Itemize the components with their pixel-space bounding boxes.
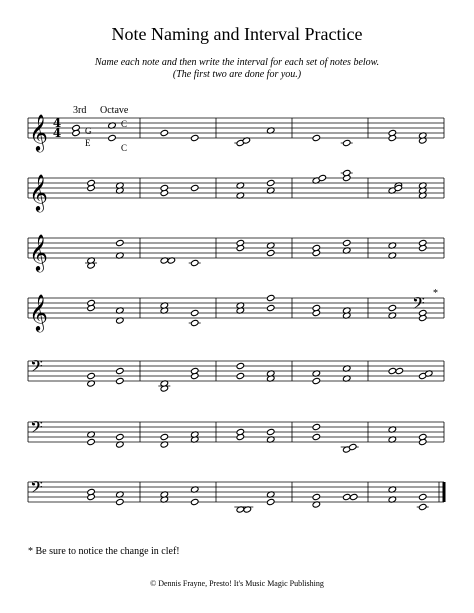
whole-note-head — [388, 304, 396, 311]
whole-note-head — [190, 184, 198, 191]
clef-change-asterisk: * — [433, 288, 438, 299]
treble-clef-icon: 𝄞 — [29, 113, 48, 151]
whole-note-head — [190, 134, 198, 141]
whole-note-head — [349, 493, 357, 500]
whole-note-head — [116, 367, 124, 374]
instructions-line-2: (The first two are done for you.) — [172, 69, 302, 80]
whole-note-head — [312, 423, 320, 430]
whole-note-head — [108, 134, 116, 141]
page-title: Note Naming and Interval Practice — [111, 24, 363, 44]
whole-note-head — [266, 428, 274, 435]
whole-note-head — [266, 304, 274, 311]
whole-note-head — [266, 498, 274, 505]
whole-note-head — [87, 438, 95, 445]
staff-system — [28, 356, 444, 392]
whole-note-head — [318, 174, 326, 181]
whole-note-head — [116, 377, 124, 384]
whole-note-head — [160, 433, 168, 440]
whole-note-head — [266, 179, 274, 186]
whole-note-head — [236, 372, 244, 379]
time-signature-top: 4 — [52, 116, 62, 130]
whole-note-head — [312, 493, 320, 500]
whole-note-head — [87, 372, 95, 379]
copyright: © Dennis Frayne, Presto! It's Music Magic Publishing — [150, 579, 324, 588]
whole-note-head — [266, 294, 274, 301]
clef-change-bass-icon: 𝄢 — [412, 293, 425, 317]
bass-clef-icon: 𝄢 — [30, 356, 43, 380]
whole-note-head — [312, 134, 320, 141]
treble-clef-icon: 𝄞 — [29, 173, 48, 211]
footnote-text: Be sure to notice the change in clef! — [35, 546, 180, 557]
whole-note-head — [342, 239, 350, 246]
bass-clef-icon: 𝄢 — [30, 417, 43, 441]
treble-clef-icon: 𝄞 — [29, 293, 48, 331]
treble-clef-icon: 𝄞 — [29, 233, 48, 271]
example-1-upper-note-label: G — [85, 126, 92, 136]
whole-note-head — [190, 259, 198, 266]
whole-note-head — [418, 503, 426, 510]
whole-note-head — [116, 239, 124, 246]
staff-system — [28, 233, 444, 272]
whole-note-head — [342, 139, 350, 146]
example-2-interval-label: Octave — [100, 105, 129, 116]
bass-clef-icon: 𝄢 — [30, 477, 43, 501]
whole-note-head — [116, 498, 124, 505]
staff-system — [28, 417, 444, 453]
staff-system — [28, 293, 444, 332]
staff-system — [28, 169, 444, 212]
example-1-lower-note-label: E — [85, 138, 91, 148]
example-2-upper-note-label: C — [121, 119, 128, 129]
whole-note-head — [312, 377, 320, 384]
whole-note-head — [116, 433, 124, 440]
whole-note-head — [190, 498, 198, 505]
whole-note-head — [190, 309, 198, 316]
whole-note-head — [395, 367, 403, 374]
footnote — [28, 546, 180, 557]
footnote-asterisk: * — [28, 546, 33, 557]
whole-note-head — [190, 319, 198, 326]
whole-note-head — [348, 443, 356, 450]
staff-system — [28, 477, 444, 513]
instructions-line-1: Name each note and then write the interval for each set of notes below. — [94, 57, 380, 68]
whole-note-head — [312, 433, 320, 440]
whole-note-head — [418, 493, 426, 500]
time-signature-bottom: 4 — [52, 126, 62, 140]
whole-note-head — [160, 129, 168, 136]
whole-note-head — [266, 249, 274, 256]
whole-note-head — [236, 362, 244, 369]
example-2-lower-note-label: C — [121, 143, 128, 153]
example-1-interval-label: 3rd — [73, 105, 87, 116]
